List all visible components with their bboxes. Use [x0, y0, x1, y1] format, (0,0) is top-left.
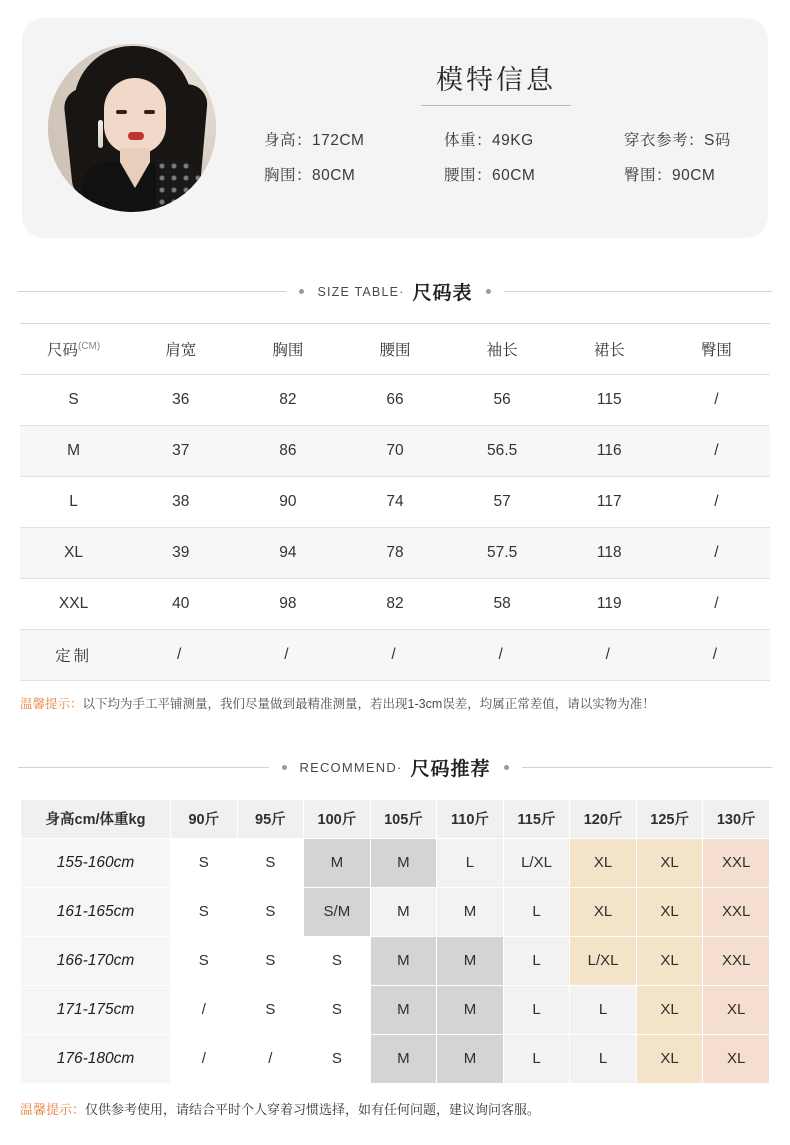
col-length: 裙长 — [556, 324, 663, 375]
table-row — [21, 887, 770, 936]
eye-right — [144, 110, 155, 114]
col-size-unit: (CM) — [77, 340, 101, 352]
rec-cell: L — [570, 985, 637, 1034]
cell-sleeve: 57.5 — [449, 528, 556, 579]
cell-hip: / — [663, 579, 770, 630]
dot-right-icon — [504, 765, 509, 770]
rec-cell: L — [503, 985, 570, 1034]
cell-bust: 94 — [234, 528, 341, 579]
weight-115: 115斤 — [503, 799, 570, 838]
height-range: 171-175cm — [21, 985, 171, 1034]
model-weight: 体重：49KG — [444, 132, 534, 149]
rec-cell: L — [570, 1034, 637, 1083]
recommend-heading-cn: 尺码推荐 — [410, 758, 491, 780]
size-table-heading-cn: 尺码表 — [412, 283, 473, 304]
table-row — [20, 630, 770, 681]
table-row — [20, 426, 770, 477]
table-row — [21, 936, 770, 985]
size-table-header-row — [20, 324, 770, 375]
cell-bust: 82 — [234, 375, 341, 426]
model-size-reference: 穿衣参考：S码 — [624, 132, 731, 149]
cell-length: 115 — [556, 375, 663, 426]
col-hip: 臀围 — [663, 324, 770, 375]
model-bust: 胸围：80CM — [264, 167, 356, 184]
rec-cell: S — [304, 936, 371, 985]
table-row — [20, 477, 770, 528]
rec-cell: / — [171, 1034, 238, 1083]
model-hip: 臀围：90CM — [624, 167, 716, 184]
model-info — [216, 58, 768, 198]
rec-cell: S/M — [304, 887, 371, 936]
cell-waist: 78 — [341, 528, 448, 579]
weight-120: 120斤 — [570, 799, 637, 838]
col-waist: 腰围 — [341, 324, 448, 375]
model-measurements — [250, 128, 742, 185]
rec-cell: XL — [570, 838, 637, 887]
model-info-title: 模特信息 — [421, 58, 571, 106]
rec-cell: S — [237, 838, 304, 887]
cell-length: 117 — [556, 477, 663, 528]
model-info-card — [22, 18, 768, 238]
dot-left-icon — [282, 765, 287, 770]
rec-cell: S — [237, 936, 304, 985]
cell-size: XL — [20, 528, 127, 579]
cell-bust: 86 — [234, 426, 341, 477]
size-table-tip-label: 温馨提示： — [20, 697, 83, 711]
table-row — [20, 528, 770, 579]
rec-cell: S — [237, 887, 304, 936]
table-row — [20, 375, 770, 426]
height-range: 176-180cm — [21, 1034, 171, 1083]
cell-shoulder: 38 — [127, 477, 234, 528]
cell-bust: 90 — [234, 477, 341, 528]
cell-size: M — [20, 426, 127, 477]
rec-cell: XL — [636, 936, 703, 985]
weight-105: 105斤 — [370, 799, 437, 838]
col-size-label: 尺码 — [46, 342, 78, 359]
rec-cell: M — [437, 887, 504, 936]
cell-length: 116 — [556, 426, 663, 477]
cell-size: XXL — [20, 579, 127, 630]
cell-size: L — [20, 477, 127, 528]
lips — [128, 132, 144, 140]
cell-hip: / — [663, 630, 770, 681]
cell-sleeve: 56 — [449, 375, 556, 426]
eye-left — [116, 110, 127, 114]
height-range: 155-160cm — [21, 838, 171, 887]
cell-sleeve: 58 — [449, 579, 556, 630]
rec-cell: S — [304, 985, 371, 1034]
divider-left — [18, 767, 269, 768]
size-guide-page — [0, 18, 790, 1145]
cell-length: 119 — [556, 579, 663, 630]
cell-bust: / — [234, 630, 341, 681]
size-table — [20, 323, 770, 681]
recommend-tip — [20, 1100, 770, 1120]
rec-cell: XL — [570, 887, 637, 936]
recommend-tip-label: 温馨提示： — [20, 1101, 86, 1117]
rec-cell: M — [437, 936, 504, 985]
rec-cell: XL — [703, 1034, 770, 1083]
rec-cell: M — [304, 838, 371, 887]
size-table-heading — [18, 278, 772, 305]
rec-cell: XXL — [703, 887, 770, 936]
col-bust: 胸围 — [234, 324, 341, 375]
recommend-table-body — [21, 838, 770, 1083]
table-row — [21, 838, 770, 887]
rec-cell: M — [370, 1034, 437, 1083]
cell-sleeve: 56.5 — [449, 426, 556, 477]
col-sleeve: 袖长 — [449, 324, 556, 375]
cell-shoulder: 36 — [127, 375, 234, 426]
rec-cell: XL — [636, 887, 703, 936]
rec-cell: S — [171, 936, 238, 985]
cell-length: / — [556, 630, 663, 681]
recommend-table — [20, 799, 770, 1084]
cell-waist: 82 — [341, 579, 448, 630]
rec-cell: / — [237, 1034, 304, 1083]
rec-cell: M — [370, 838, 437, 887]
model-row — [250, 163, 742, 185]
cell-bust: 98 — [234, 579, 341, 630]
rec-cell: XXL — [703, 936, 770, 985]
corner-label: 身高cm/体重kg — [21, 799, 171, 838]
rec-cell: S — [304, 1034, 371, 1083]
divider-left — [18, 291, 286, 292]
rec-cell: L/XL — [503, 838, 570, 887]
size-table-heading-en: SIZE TABLE· — [317, 284, 405, 299]
rec-cell: M — [437, 1034, 504, 1083]
face — [104, 78, 166, 154]
cell-shoulder: 37 — [127, 426, 234, 477]
rec-cell: S — [171, 887, 238, 936]
rec-cell: L — [503, 887, 570, 936]
height-range: 161-165cm — [21, 887, 171, 936]
recommend-header-row — [21, 799, 770, 838]
table-row — [20, 579, 770, 630]
cell-waist: 74 — [341, 477, 448, 528]
model-waist: 腰围：60CM — [444, 167, 536, 184]
size-table-tip — [20, 695, 770, 714]
size-table-body — [20, 375, 770, 681]
rec-cell: M — [437, 985, 504, 1034]
rec-cell: M — [370, 936, 437, 985]
cell-waist: 66 — [341, 375, 448, 426]
rec-cell: S — [237, 985, 304, 1034]
weight-100: 100斤 — [304, 799, 371, 838]
cell-waist: / — [341, 630, 448, 681]
recommend-heading-en: RECOMMEND· — [299, 759, 403, 775]
col-size — [20, 324, 127, 375]
lace-sleeve — [156, 160, 200, 212]
model-height: 身高：172CM — [264, 132, 365, 149]
rec-cell: S — [171, 838, 238, 887]
table-row — [21, 985, 770, 1034]
rec-cell: L — [437, 838, 504, 887]
rec-cell: XXL — [703, 838, 770, 887]
rec-cell: XL — [636, 1034, 703, 1083]
rec-cell: L — [503, 936, 570, 985]
cell-shoulder: 39 — [127, 528, 234, 579]
weight-90: 90斤 — [171, 799, 238, 838]
avatar — [48, 44, 216, 212]
rec-cell: XL — [636, 985, 703, 1034]
rec-cell: M — [370, 985, 437, 1034]
v-neckline — [120, 162, 150, 188]
cell-hip: / — [663, 375, 770, 426]
recommend-tip-text: 仅供参考使用，请结合平时个人穿着习惯选择，如有任何问题，建议询问客服。 — [85, 1101, 541, 1117]
cell-length: 118 — [556, 528, 663, 579]
rec-cell: XL — [636, 838, 703, 887]
rec-cell: M — [370, 887, 437, 936]
cell-hip: / — [663, 477, 770, 528]
rec-cell: XL — [703, 985, 770, 1034]
cell-shoulder: 40 — [127, 579, 234, 630]
cell-hip: / — [663, 426, 770, 477]
size-table-tip-text: 以下均为手工平铺测量，我们尽量做到最精准测量，若出现1-3cm误差，均属正常差值，请以实物为准！ — [82, 697, 655, 711]
cell-sleeve: / — [449, 630, 556, 681]
dot-right-icon — [486, 289, 491, 294]
weight-130: 130斤 — [703, 799, 770, 838]
rec-cell: L/XL — [570, 936, 637, 985]
weight-95: 95斤 — [237, 799, 304, 838]
height-range: 166-170cm — [21, 936, 171, 985]
rec-cell: L — [503, 1034, 570, 1083]
cell-waist: 70 — [341, 426, 448, 477]
model-row — [250, 128, 742, 150]
cell-shoulder: / — [127, 630, 234, 681]
cell-sleeve: 57 — [449, 477, 556, 528]
weight-125: 125斤 — [636, 799, 703, 838]
earring-icon — [98, 120, 103, 148]
rec-cell: / — [171, 985, 238, 1034]
col-shoulder: 肩宽 — [127, 324, 234, 375]
divider-right — [522, 767, 773, 768]
weight-110: 110斤 — [437, 799, 504, 838]
dot-left-icon — [299, 289, 304, 294]
recommend-heading — [18, 754, 772, 781]
cell-size: S — [20, 375, 127, 426]
cell-size: 定制 — [20, 630, 127, 681]
cell-hip: / — [663, 528, 770, 579]
table-row — [21, 1034, 770, 1083]
divider-right — [504, 291, 772, 292]
